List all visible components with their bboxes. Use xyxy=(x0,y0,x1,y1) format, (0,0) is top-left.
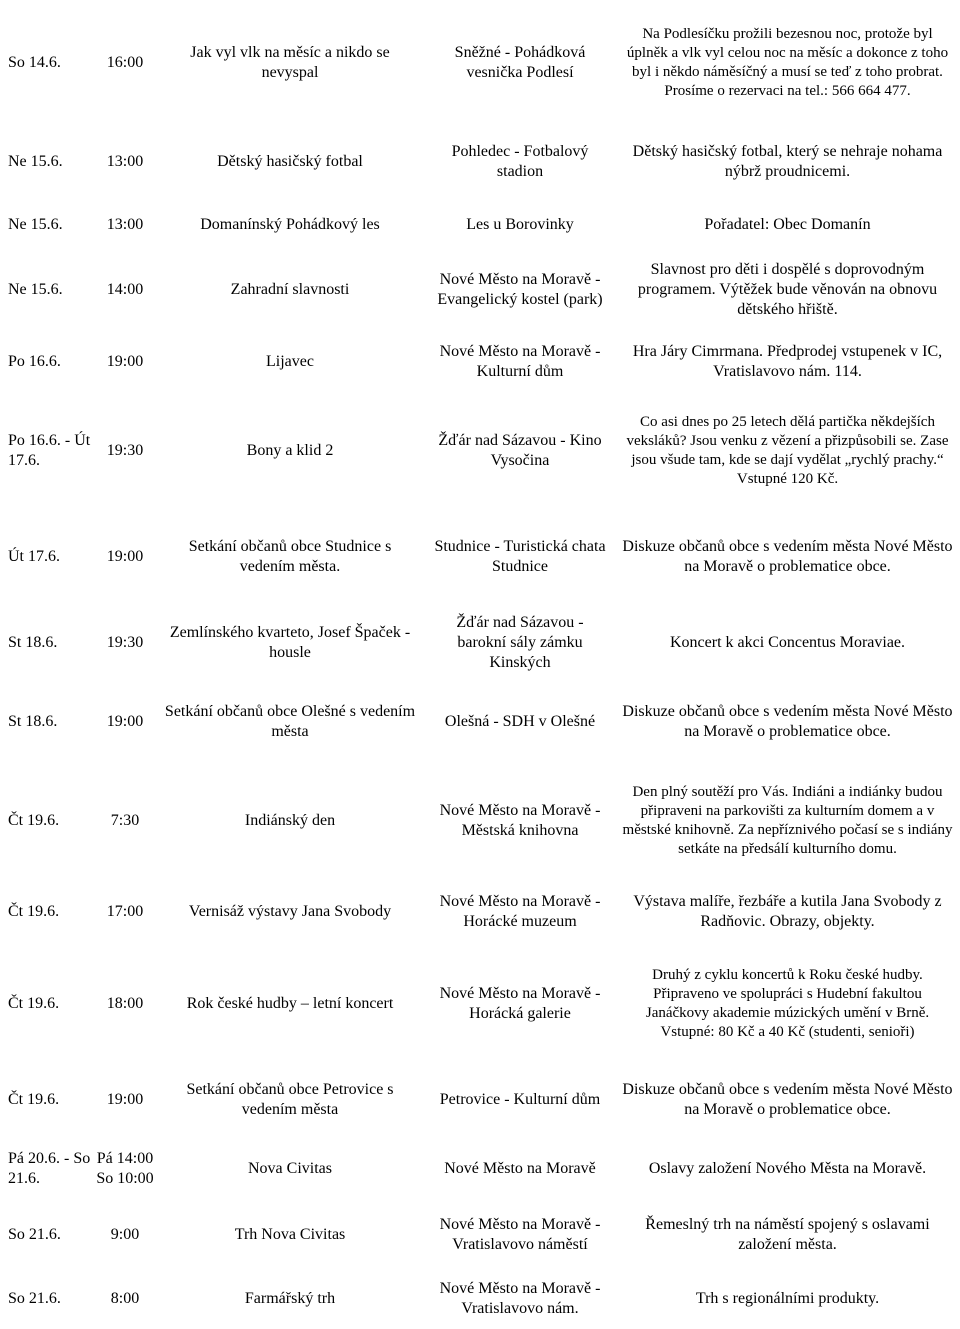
event-date: Pá 20.6. - So 21.6. xyxy=(8,1150,91,1187)
event-date: Ne 15.6. xyxy=(8,216,63,233)
event-time: 7:30 xyxy=(110,812,140,829)
event-title: Zemlínského kvarteto, Josef Špaček - housle xyxy=(169,624,411,661)
event-venue: Nové Město na Moravě xyxy=(444,1160,596,1177)
event-time: 13:00 xyxy=(106,153,144,170)
event-description: Druhý z cyklu koncertů k Roku české hudby. Připraveno ve spolupráci s Hudební fakultou Janáčkovy akademie múzických umění v Brně. Vstupné: 80 Kč a 40 Kč (studenti, senioři) xyxy=(645,967,930,1040)
event-row xyxy=(0,1073,960,1127)
event-time: 8:00 xyxy=(110,1290,140,1307)
event-description: Dětský hasičský fotbal, který se nehraje nohama nýbrž proudnicemi. xyxy=(632,143,943,180)
event-title: Nova Civitas xyxy=(248,1160,332,1177)
event-date: Ne 15.6. xyxy=(8,153,63,170)
event-venue: Nové Město na Moravě - Horácká galerie xyxy=(439,985,601,1022)
event-venue: Nové Město na Moravě - Městská knihovna xyxy=(439,802,601,839)
event-title: Farmářský trh xyxy=(244,1290,336,1307)
event-venue: Nové Město na Moravě - Evangelický kostel (park) xyxy=(437,271,603,308)
event-venue: Pohledec - Fotbalový stadion xyxy=(451,143,589,180)
event-date: Čt 19.6. xyxy=(8,812,60,829)
event-time: 16:00 xyxy=(106,54,144,71)
event-time: 19:00 xyxy=(106,548,144,565)
event-time: 19:00 xyxy=(106,713,144,730)
event-row xyxy=(0,1274,960,1324)
event-title: Lijavec xyxy=(266,353,314,370)
event-date: St 18.6. xyxy=(8,713,58,730)
event-title: Vernisáž výstavy Jana Svobody xyxy=(188,903,392,920)
event-time: 9:00 xyxy=(110,1226,140,1243)
event-title: Domanínský Pohádkový les xyxy=(200,216,380,233)
event-title: Indiánský den xyxy=(244,812,336,829)
event-date: Ne 15.6. xyxy=(8,281,63,298)
event-venue: Petrovice - Kulturní dům xyxy=(439,1091,601,1108)
event-description: Diskuze občanů obce s vedením města Nové Město na Moravě o problematice obce. xyxy=(622,538,953,575)
event-time: 19:30 xyxy=(106,634,144,651)
event-time: 19:00 xyxy=(106,1091,144,1108)
event-date: Po 16.6. xyxy=(8,353,61,370)
event-venue: Les u Borovinky xyxy=(466,216,574,233)
event-row xyxy=(0,8,960,118)
event-row xyxy=(0,333,960,391)
event-row xyxy=(0,127,960,197)
event-description: Řemeslný trh na náměstí spojený s oslavami založení města. xyxy=(645,1216,930,1253)
event-description: Hra Járy Cimrmana. Předprodej vstupenek v IC, Vratislavovo nám. 114. xyxy=(632,343,943,380)
event-title: Rok české hudby – letní koncert xyxy=(186,995,394,1012)
event-row xyxy=(0,604,960,682)
event-date: Čt 19.6. xyxy=(8,903,60,920)
event-date: So 21.6. xyxy=(8,1290,61,1307)
event-description: Den plný soutěží pro Vás. Indiáni a indiánky budou připraveni na parkovišti za kulturním domem a v městské knihovně. Za nepříznivého počasí se s indiány setkáte na předsálí kulturního domu. xyxy=(622,784,953,857)
event-description: Na Podlesíčku prožili bezesnou noc, protože byl úplněk a vlk vyl celou noc na měsíc a dokonce z toho byl i někdo náměsíčný a musí se teď z toho probrat. Prosíme o rezervaci na tel.: 566 664 477. xyxy=(626,26,949,99)
event-date: St 18.6. xyxy=(8,634,58,651)
event-title: Setkání občanů obce Olešné s vedením města xyxy=(164,703,416,740)
event-time: 14:00 xyxy=(106,281,144,298)
event-venue: Nové Město na Moravě - Kulturní dům xyxy=(439,343,601,380)
event-description: Diskuze občanů obce s vedením města Nové Město na Moravě o problematice obce. xyxy=(622,1081,953,1118)
event-venue: Nové Město na Moravě - Vratislavovo nám. xyxy=(439,1280,601,1317)
event-description: Slavnost pro děti i dospělé s doprovodným programem. Výtěžek bude věnován na obnovu dětského hřiště. xyxy=(637,261,938,318)
event-time: 17:00 xyxy=(106,903,144,920)
event-venue: Olešná - SDH v Olešné xyxy=(444,713,596,730)
event-date: So 14.6. xyxy=(8,54,61,71)
event-description: Koncert k akci Concentus Moraviae. xyxy=(669,634,906,651)
event-description: Pořadatel: Obec Domanín xyxy=(704,216,871,233)
event-title: Jak vyl vlk na měsíc a nikdo se nevyspal xyxy=(190,44,390,81)
event-row xyxy=(0,255,960,325)
event-venue: Nové Město na Moravě - Horácké muzeum xyxy=(439,893,601,930)
event-row xyxy=(0,406,960,496)
event-title: Zahradní slavnosti xyxy=(230,281,350,298)
event-description: Trh s regionálními produkty. xyxy=(695,1290,880,1307)
event-row xyxy=(0,956,960,1052)
event-row xyxy=(0,691,960,753)
event-title: Setkání občanů obce Studnice s vedením města. xyxy=(188,538,392,575)
event-venue: Nové Město na Moravě - Vratislavovo náměstí xyxy=(439,1216,601,1253)
event-description: Diskuze občanů obce s vedením města Nové Město na Moravě o problematice obce. xyxy=(622,703,953,740)
event-date: So 21.6. xyxy=(8,1226,61,1243)
event-title: Setkání občanů obce Petrovice s vedením města xyxy=(186,1081,394,1118)
event-row xyxy=(0,883,960,941)
event-venue: Sněžné - Pohádková vesnička Podlesí xyxy=(454,44,586,81)
event-row xyxy=(0,1209,960,1261)
event-description: Oslavy založení Nového Města na Moravě. xyxy=(648,1160,927,1177)
event-title: Trh Nova Civitas xyxy=(234,1226,346,1243)
event-title: Dětský hasičský fotbal xyxy=(217,153,363,170)
event-date: Po 16.6. - Út 17.6. xyxy=(8,432,91,469)
event-description: Co asi dnes po 25 letech dělá partička někdejších veksláků? Jsou venku z vězení a přizpůsobili se. Zase jsou všude tam, kde se dají vydělat „rychlý prachy.“ Vstupné 120 Kč. xyxy=(626,414,949,487)
event-description: Výstava malíře, řezbáře a kutila Jana Svobody z Radňovic. Obrazy, objekty. xyxy=(633,893,942,930)
event-venue: Žďár nad Sázavou - Kino Vysočina xyxy=(438,432,602,469)
event-title: Bony a klid 2 xyxy=(246,442,334,459)
event-time: 19:30 xyxy=(106,442,144,459)
event-time: 19:00 xyxy=(106,353,144,370)
event-time: 18:00 xyxy=(106,995,144,1012)
event-row xyxy=(0,207,960,243)
event-row xyxy=(0,769,960,873)
event-row xyxy=(0,1141,960,1197)
event-venue: Studnice - Turistická chata Studnice xyxy=(434,538,606,575)
event-time: 13:00 xyxy=(106,216,144,233)
event-time: Pá 14:00 So 10:00 xyxy=(96,1150,154,1187)
event-date: Čt 19.6. xyxy=(8,1091,60,1108)
event-date: Čt 19.6. xyxy=(8,995,60,1012)
event-row xyxy=(0,522,960,592)
event-venue: Žďár nad Sázavou - barokní sály zámku Kinských xyxy=(456,614,584,671)
event-date: Út 17.6. xyxy=(8,548,60,565)
